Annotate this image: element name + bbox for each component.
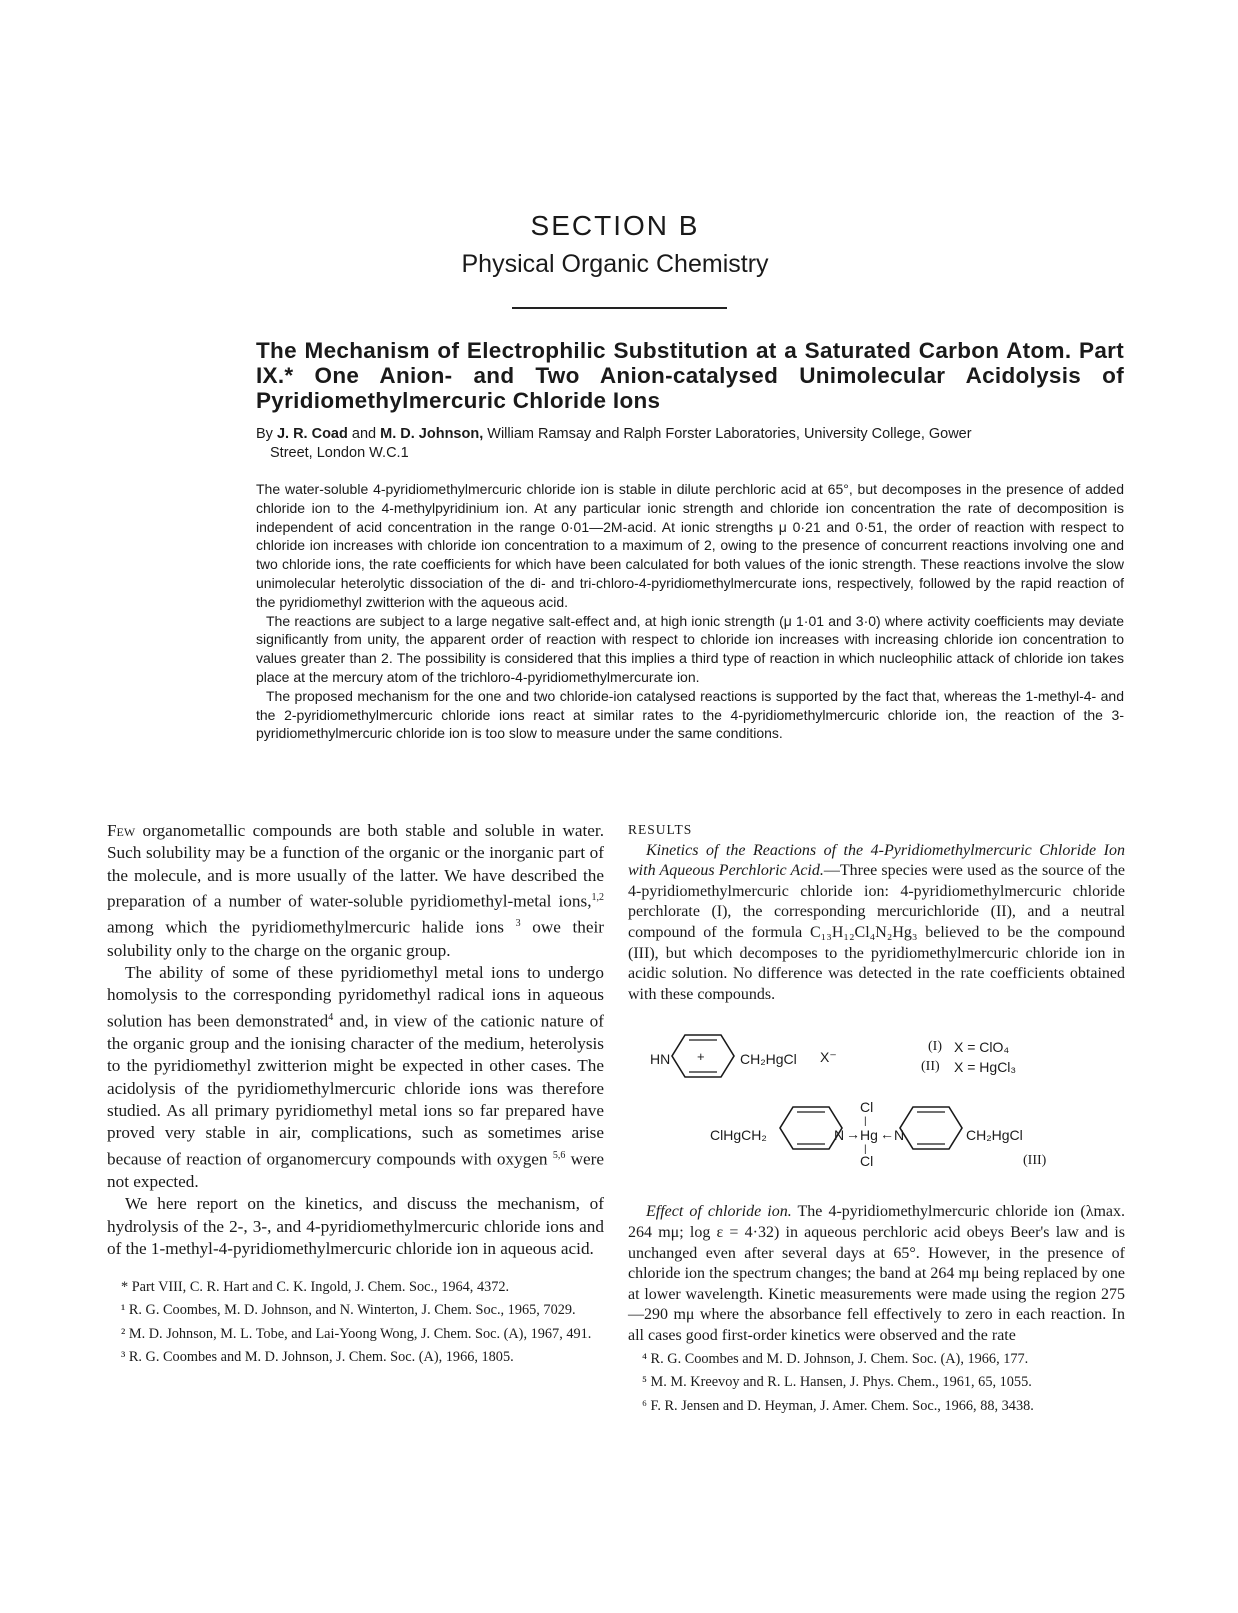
- struct-cl-top: Cl: [860, 1099, 874, 1116]
- footnote-3: ³ R. G. Coombes and M. D. Johnson, J. Chem. Soc. (A), 1966, 1805.: [121, 1349, 514, 1366]
- article-title: The Mechanism of Electrophilic Substitution at a Saturated Carbon Atom. Part IX.* One Anion- and Two Anion-catalysed Unimolecular Acidolysis of Pyridiomethylmercuric Chloride Ions: [256, 338, 1124, 413]
- bond-top-icon: |: [864, 1116, 867, 1128]
- struct-ch2hgcl: CH₂HgCl: [740, 1051, 797, 1068]
- label-ii-formula: X = HgCl₃: [954, 1059, 1017, 1076]
- byline-by: By: [256, 426, 273, 442]
- abstract-paragraph-3: The proposed mechanism for the one and two chloride-ion catalysed reactions is supported by the fact that, whereas the 1-methyl-4- and the 2-pyridiomethylmercuric chloride ions react at similar rates to the 4-pyridiomethylmercuric chloride ion, the reaction of the 3-pyridiomethylmercuric chloride ion is too slow to measure under the same conditions.: [256, 687, 1124, 742]
- coord-arrow-right: ←: [880, 1126, 894, 1143]
- abstract: [256, 480, 1124, 743]
- footnote-4: ⁴ R. G. Coombes and M. D. Johnson, J. Chem. Soc. (A), 1966, 177.: [642, 1350, 1029, 1367]
- pyridine-ring-right-icon: [898, 1105, 964, 1151]
- struct-n-right: N: [894, 1127, 905, 1144]
- struct-n-left: N: [834, 1127, 845, 1144]
- footnotes-right: [628, 1351, 1125, 1416]
- label-ii: (II): [921, 1059, 940, 1075]
- author-1: J. R. Coad: [276, 426, 348, 442]
- citation-5-6: 5,6: [552, 1149, 566, 1161]
- section-divider: [512, 307, 727, 309]
- section-label: SECTION B: [530, 210, 700, 241]
- struct-hg: Hg: [860, 1127, 878, 1144]
- struct-hn: HN: [650, 1051, 671, 1068]
- citation-3: 3: [515, 918, 521, 930]
- struct-x-minus: X⁻: [820, 1049, 837, 1066]
- abstract-paragraph-1: The water-soluble 4-pyridiomethylmercuric chloride ion is stable in dilute perchloric acid at 65°, but decomposes in the presence of added chloride ion to the 4-methylpyridinium ion. At any particular ionic strength and chloride ion concentration the rate of decomposition is independent of acid concentration in the range 0·01—2M-acid. At ionic strengths μ 0·21 and 0·51, the order of reaction with respect to chloride ion increases with chloride ion concentration to a maximum of 2, owing to the presence of concurrent reactions involving one and two chloride ions, the rate coefficients for which have been calculated for both values of the ionic strength. These reactions involve the slow unimolecular heterolytic dissociation of the di- and tri-chloro-4-pyridiomethylmercurate ions, respectively, followed by the rapid reaction of the pyridiomethyl zwitterion with the aqueous acid.: [256, 481, 1124, 610]
- struct-cl-bottom: Cl: [860, 1153, 874, 1170]
- chemical-structures: [628, 1021, 1125, 1186]
- results-heading: RESULTS: [628, 822, 693, 837]
- affiliation-line-1: William Ramsay and Ralph Forster Laboratories, University College, Gower: [487, 426, 972, 442]
- body-paragraph-2: The ability of some of these pyridiomethyl metal ions to undergo homolysis to the corresponding pyridomethyl radical ions in aqueous solution has been demonstrated$^4$ and, in view of the cationic nature of the organic group and the ionising character of the medium, heterolysis to the pyridiomethyl zwitterion might be expected in other cases. The acidolysis of the pyridiomethylmercuric chloride ions was therefore studied. As all primary pyridiomethyl metal ions so far prepared have proved very stable in air, complications, such as sometimes arise because of reaction of organomercury compounds with oxygen $^{5,6}$ were not expected.: [107, 962, 604, 1192]
- coord-arrow-left: →: [846, 1126, 860, 1143]
- drop-cap-word: Few: [107, 821, 136, 840]
- body-paragraph-1: Few organometallic compounds are both stable and soluble in water. Such solubility may be a function of the organic or the inorganic part of the molecule, and is more usually of the latter. We have described the preparation of a number of water-soluble pyridiomethyl-metal ions,$^{1,2}$ among which the pyridiomethylmercuric halide ions $^3$ owe their solubility only to the charge on the organic group.: [107, 821, 604, 960]
- effect-subheading: Effect of chloride ion.: [646, 1203, 792, 1221]
- section-subtitle: Physical Organic Chemistry: [461, 250, 769, 278]
- citation-1-2: 1,2: [591, 892, 604, 904]
- body-paragraph-3: We here report on the kinetics, and discuss the mechanism, of hydrolysis of the 2-, 3-, and 4-pyridiomethylmercuric chloride ions and of the 1-methyl-4-pyridiomethylmercuric chloride ion in aqueous acid.: [107, 1194, 604, 1259]
- results-subheading: Kinetics of the Reactions of the 4-Pyridiomethylmercuric Chloride Ion with Aqueous Perchloric Acid.: [628, 841, 1125, 880]
- affiliation-line-2: Street, London W.C.1: [270, 445, 409, 461]
- struct-ch2hgcl-right: CH₂HgCl: [966, 1127, 1023, 1144]
- right-column: [628, 820, 1125, 1415]
- struct-plus: +: [697, 1049, 705, 1065]
- citation-4: 4: [328, 1011, 334, 1023]
- footnotes-left: [107, 1279, 604, 1367]
- label-i-formula: X = ClO₄: [954, 1039, 1010, 1056]
- bond-bottom-icon: |: [864, 1144, 867, 1156]
- footnote-2: ² M. D. Johnson, M. L. Tobe, and Lai-Yoong Wong, J. Chem. Soc. (A), 1967, 491.: [121, 1325, 592, 1342]
- byline: [256, 425, 1124, 463]
- footnote-6: ⁶ F. R. Jensen and D. Heyman, J. Amer. Chem. Soc., 1966, 88, 3438.: [642, 1397, 1034, 1414]
- byline-and: and: [351, 426, 377, 442]
- footnote-1: ¹ R. G. Coombes, M. D. Johnson, and N. Winterton, J. Chem. Soc., 1965, 7029.: [121, 1302, 576, 1319]
- footnote-star: * Part VIII, C. R. Hart and C. K. Ingold, J. Chem. Soc., 1964, 4372.: [121, 1278, 510, 1295]
- label-i: (I): [928, 1039, 942, 1055]
- results-paragraph-2: Effect of chloride ion. The 4-pyridiomethylmercuric chloride ion (λmax. 264 mμ; log ε = 4·32) in aqueous perchloric acid obeys Beer's law and is unchanged even after several days at 65°. However, in the presence of chloride ion the spectrum changes; the band at 264 mμ being replaced by one at lower wavelength. Kinetic measurements were made using the region 275—290 mμ where the absorbance fell effectively to zero in each reaction. In all cases good first-order kinetics were observed and the rate: [628, 1203, 1125, 1344]
- label-iii: (III): [1023, 1153, 1047, 1169]
- left-column: [107, 820, 604, 1367]
- section-header: [380, 210, 850, 279]
- author-2: M. D. Johnson,: [380, 426, 484, 442]
- footnote-5: ⁵ M. M. Kreevoy and R. L. Hansen, J. Phys. Chem., 1961, 65, 1055.: [642, 1374, 1032, 1391]
- results-paragraph-1: Kinetics of the Reactions of the 4-Pyridiomethylmercuric Chloride Ion with Aqueous Perchloric Acid.—Three species were used as the source of the 4-pyridiomethylmercuric chloride ion: 4-pyridiomethylmercuric chloride perchlorate (I), the corresponding mercurichloride (II), and a neutral compound of the formula C₁₃H₁₂Cl₄N₂Hg₃ believed to be the compound (III), but which decomposes to the pyridiomethylmercuric chloride ion in acidic solution. No difference was detected in the rate coefficients obtained with these compounds.: [628, 841, 1125, 1003]
- struct-clhgch2: ClHgCH₂: [710, 1127, 767, 1144]
- abstract-paragraph-2: The reactions are subject to a large negative salt-effect and, at high ionic strength (μ 1·01 and 3·0) where activity coefficients may deviate significantly from unity, the apparent order of reaction with respect to chloride ion increases with increasing chloride ion concentration to values greater than 2. The possibility is considered that this implies a third type of reaction in which nucleophilic attack of chloride ion takes place at the mercury atom of the trichloro-4-pyridiomethylmercurate ion.: [256, 612, 1124, 685]
